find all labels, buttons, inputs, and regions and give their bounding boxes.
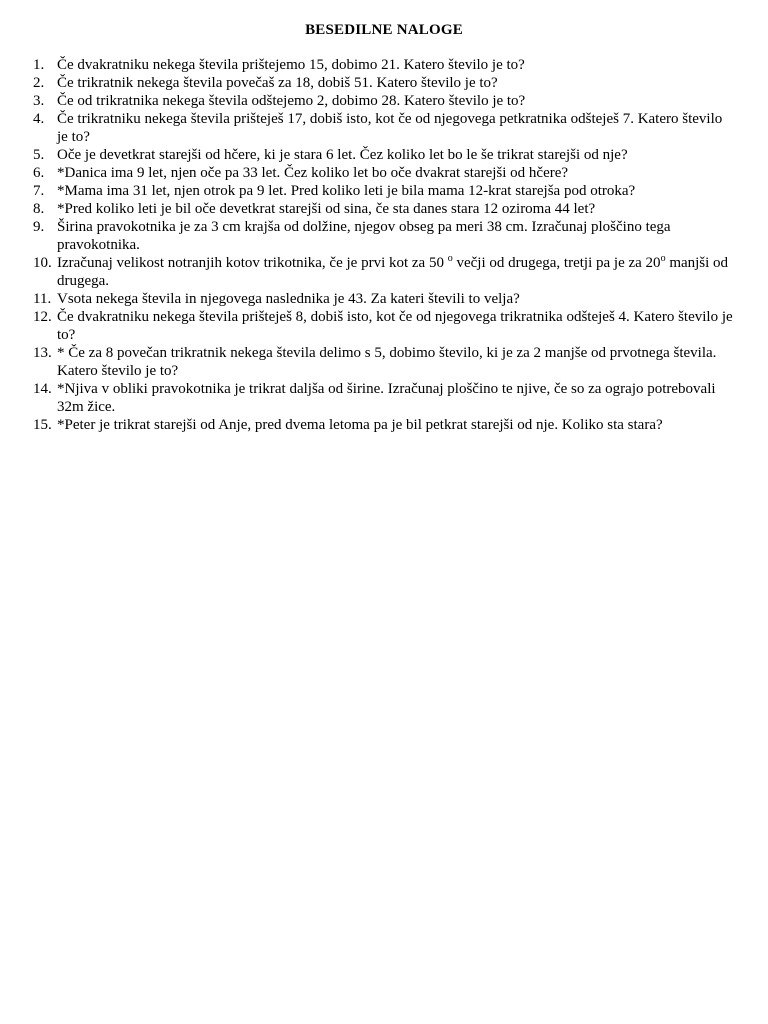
task-number: 15. bbox=[33, 417, 52, 433]
task-item-5 bbox=[33, 146, 733, 164]
task-text: Širina pravokotnika je za 3 cm krajša od dolžine, njegov obseg pa meri 38 cm. Izračunaj ploščino tega pravokotnika. bbox=[57, 219, 671, 253]
task-number: 10. bbox=[33, 255, 52, 271]
task-item-8 bbox=[33, 200, 733, 218]
task-item-1 bbox=[33, 56, 733, 74]
degree-symbol: o bbox=[660, 253, 666, 264]
task-number: 5. bbox=[33, 147, 45, 163]
page-title: BESEDILNE NALOGE bbox=[305, 22, 463, 38]
task-text: Če od trikratnika nekega števila odštejemo 2, dobimo 28. Katero število je to? bbox=[57, 93, 526, 109]
task-item-11 bbox=[33, 290, 733, 308]
task-number: 6. bbox=[33, 165, 45, 181]
task-item-10 bbox=[33, 254, 733, 290]
task-item-12 bbox=[33, 308, 733, 344]
task-item-15 bbox=[33, 416, 733, 434]
task-number: 4. bbox=[33, 111, 45, 127]
task-text: *Mama ima 31 let, njen otrok pa 9 let. Pred koliko leti je bila mama 12-krat starejša pod otroka? bbox=[57, 183, 636, 199]
task-item-9 bbox=[33, 218, 733, 254]
task-number: 7. bbox=[33, 183, 45, 199]
task-text-part: manjši od drugega. bbox=[57, 255, 729, 289]
task-text: Če trikratniku nekega števila prišteješ 17, dobiš isto, kot če od njegovega petkratnika odšteješ 7. Katero število je to? bbox=[57, 111, 723, 145]
task-item-7 bbox=[33, 182, 733, 200]
task-number: 8. bbox=[33, 201, 45, 217]
task-number: 9. bbox=[33, 219, 45, 235]
task-item-6 bbox=[33, 164, 733, 182]
task-text: *Danica ima 9 let, njen oče pa 33 let. Čez koliko let bo oče dvakrat starejši od hčere? bbox=[57, 165, 569, 181]
task-number: 13. bbox=[33, 345, 52, 361]
task-text: * Če za 8 povečan trikratnik nekega števila delimo s 5, dobimo število, ki je za 2 manjše od prvotnega števila. Katero število je to? bbox=[57, 345, 717, 379]
degree-symbol: o bbox=[447, 253, 453, 264]
task-text: Če dvakratniku nekega števila prištejemo 15, dobimo 21. Katero število je to? bbox=[57, 57, 525, 73]
task-text: Vsota nekega števila in njegovega naslednika je 43. Za kateri števili to velja? bbox=[57, 291, 520, 307]
task-text: *Peter je trikrat starejši od Anje, pred dvema letoma pa je bil petkrat starejši od nje. Koliko sta stara? bbox=[57, 417, 663, 433]
task-text: *Pred koliko leti je bil oče devetkrat starejši od sina, če sta danes stara 12 oziroma 44 let? bbox=[57, 201, 596, 217]
task-text: Če trikratnik nekega števila povečaš za 18, dobiš 51. Katero število je to? bbox=[57, 75, 498, 91]
task-text: Oče je devetkrat starejši od hčere, ki je stara 6 let. Čez koliko let bo le še trikrat starejši od nje? bbox=[57, 147, 628, 163]
task-number: 12. bbox=[33, 309, 52, 325]
task-item-2 bbox=[33, 74, 733, 92]
task-item-4 bbox=[33, 110, 733, 146]
task-number: 11. bbox=[33, 291, 52, 307]
task-text-part: večji od drugega, tretji pa je za 20 bbox=[452, 255, 661, 271]
task-text-part: Izračunaj velikost notranjih kotov trikotnika, če je prvi kot za 50 bbox=[57, 255, 448, 271]
task-item-3 bbox=[33, 92, 733, 110]
task-text: Če dvakratniku nekega števila prišteješ 8, dobiš isto, kot če od njegovega trikratnika odšteješ 4. Katero število je to? bbox=[57, 309, 733, 343]
task-list bbox=[33, 56, 733, 434]
task-number: 3. bbox=[33, 93, 45, 109]
task-number: 2. bbox=[33, 75, 45, 91]
task-number: 14. bbox=[33, 381, 52, 397]
task-item-13 bbox=[33, 344, 733, 380]
task-text bbox=[57, 254, 733, 290]
task-number: 1. bbox=[33, 57, 45, 73]
task-text: *Njiva v obliki pravokotnika je trikrat daljša od širine. Izračunaj ploščino te njive, če so za ograjo potrebovali 32m žice. bbox=[57, 381, 716, 415]
task-item-14 bbox=[33, 380, 733, 416]
